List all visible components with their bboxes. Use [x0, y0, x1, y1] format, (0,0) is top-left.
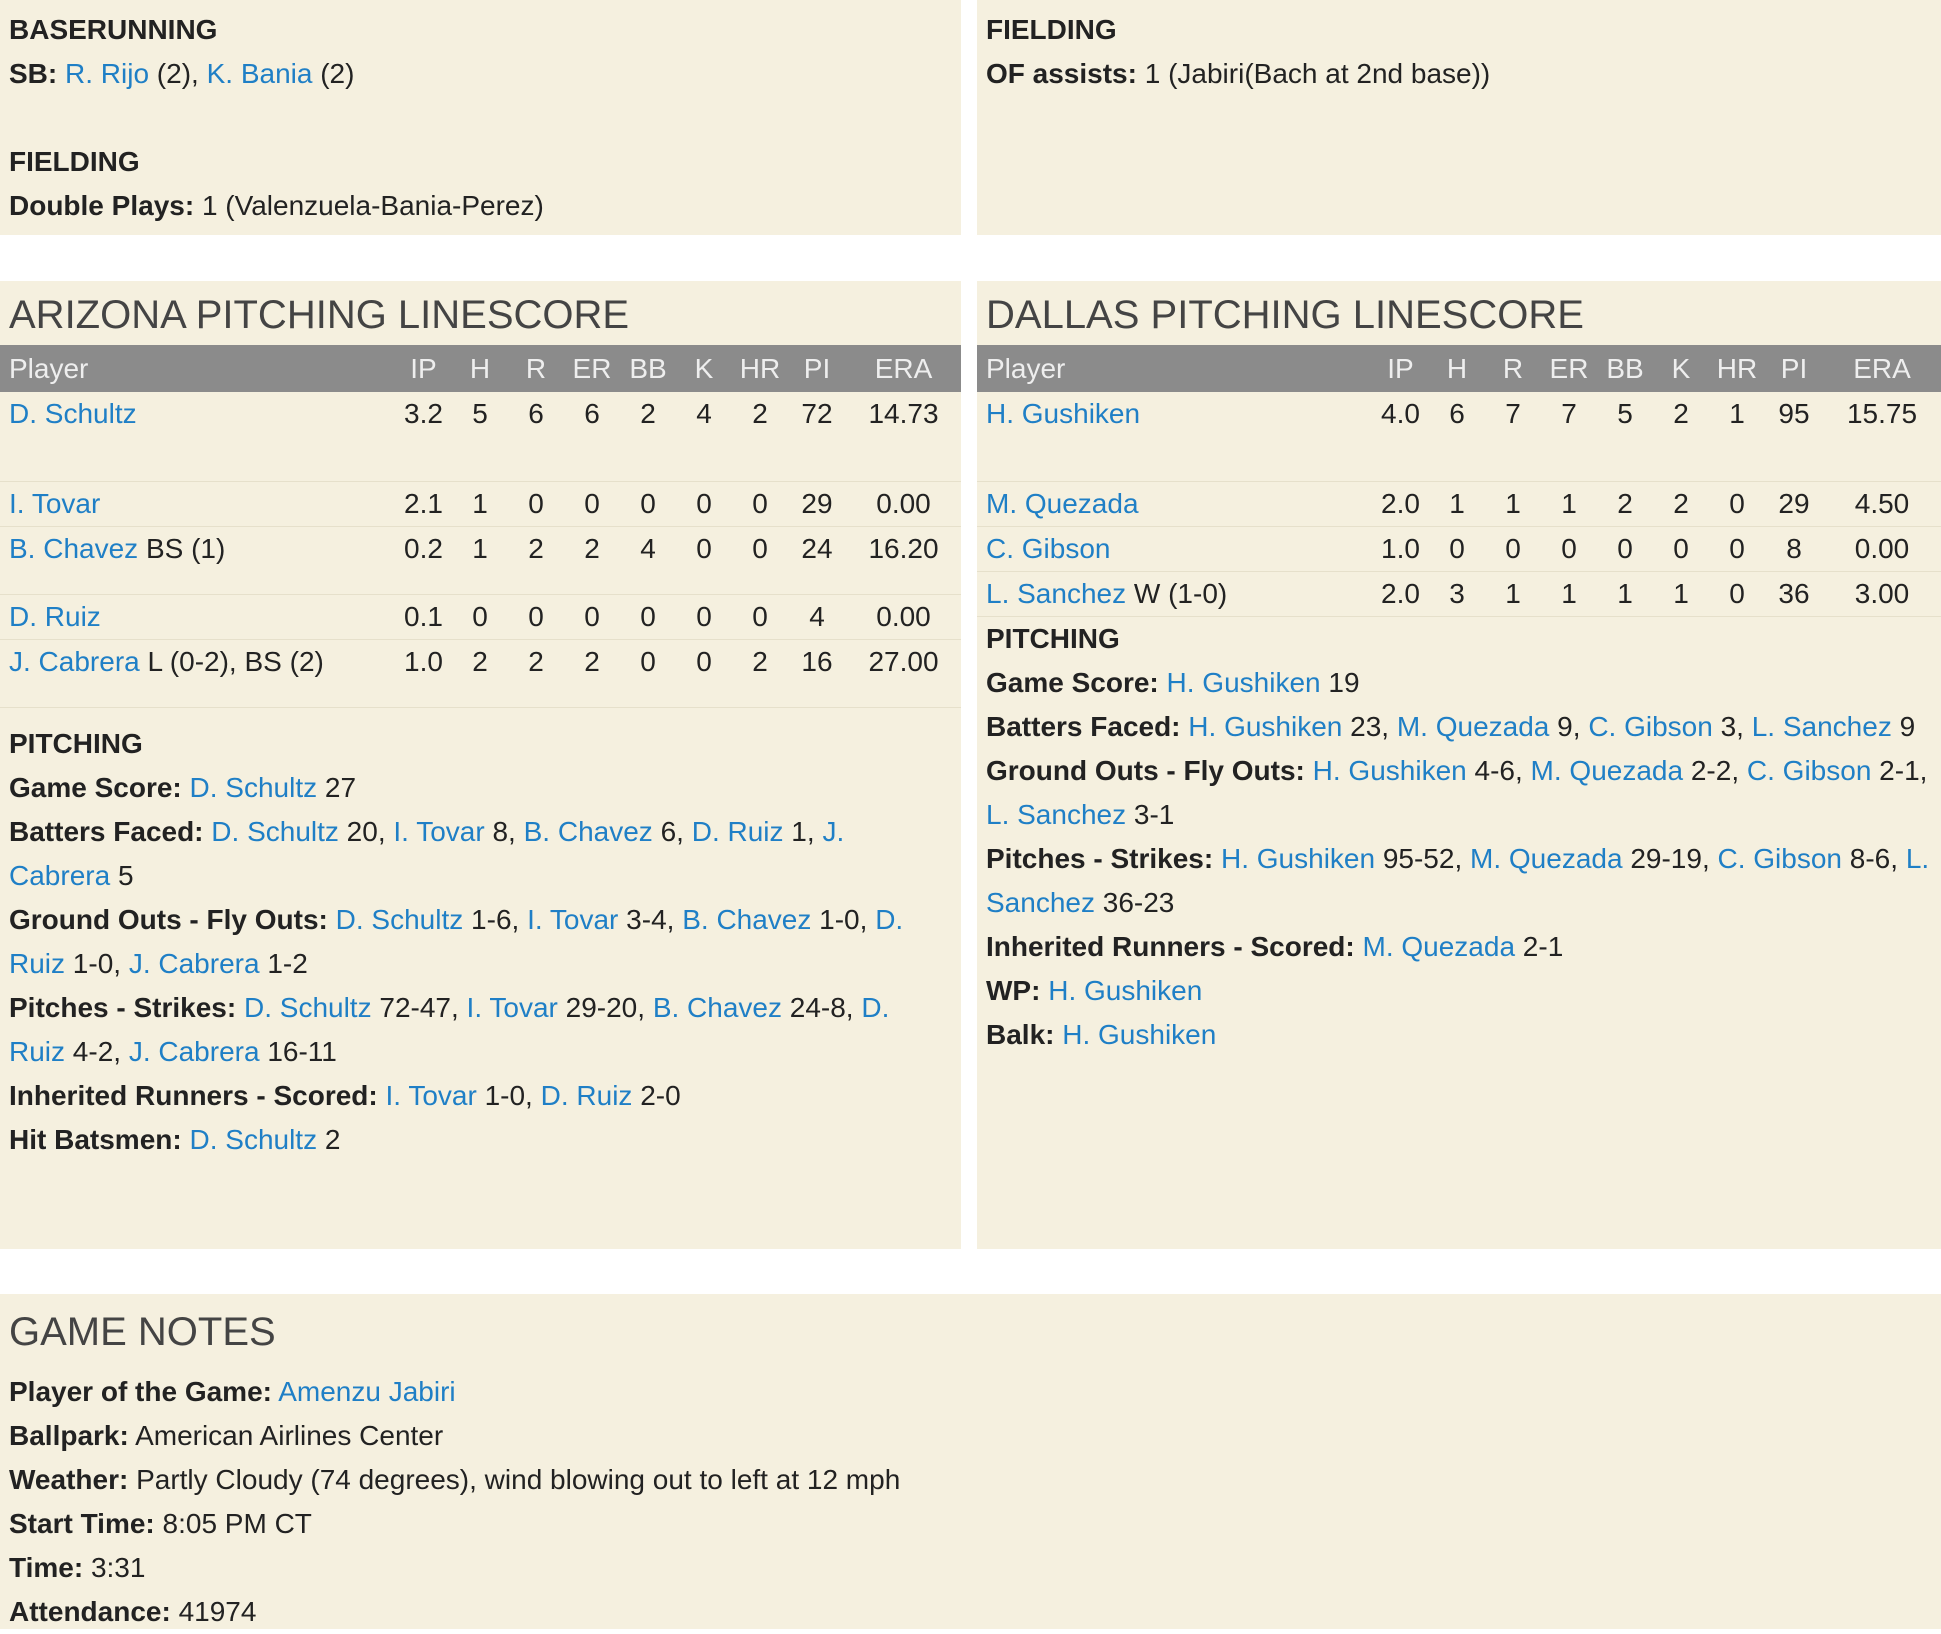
player-of-the-game-line: Player of the Game: Amenzu Jabiri	[9, 1376, 456, 1407]
balk-line: Balk: H. Gushiken	[986, 1019, 1217, 1050]
game-notes-panel	[0, 1294, 1941, 1629]
pitches-strikes-line: Pitches - Strikes: D. Schultz 72-47, I. Tovar 29-20, B. Chavez 24-8, D. Ruiz 4-2, J. Cabrera 16-11	[9, 992, 890, 1067]
fielding-header: FIELDING	[9, 146, 140, 177]
player-link[interactable]: J. Cabrera	[9, 816, 845, 891]
start-time-line: Start Time: 8:05 PM CT	[9, 1508, 312, 1539]
column-header[interactable]: R	[1502, 352, 1524, 384]
column-header[interactable]: Player	[9, 352, 89, 384]
player-link[interactable]: D. Ruiz	[540, 1080, 633, 1111]
player-link[interactable]: B. Chavez	[682, 904, 812, 935]
player-link[interactable]: C. Gibson	[1717, 843, 1842, 874]
column-header[interactable]: IP	[1387, 352, 1414, 384]
game-time-line: Time: 3:31	[9, 1552, 146, 1583]
player-link[interactable]: M. Quezada	[1530, 755, 1684, 786]
table-row: D. Ruiz 0.1 0 0 0 0 0 0 4 0.00	[0, 595, 961, 640]
column-header[interactable]: IP	[410, 352, 437, 384]
batters-faced-line: Batters Faced: H. Gushiken 23, M. Quezada 9, C. Gibson 3, L. Sanchez 9	[986, 711, 1916, 742]
player-link[interactable]: D. Schultz	[243, 992, 372, 1023]
player-link[interactable]: R. Rijo	[65, 58, 150, 89]
column-header[interactable]: ER	[572, 352, 612, 384]
player-link[interactable]: D. Ruiz	[9, 601, 101, 632]
player-link[interactable]: L. Sanchez	[986, 843, 1930, 918]
batters-faced-line: Batters Faced: D. Schultz 20, I. Tovar 8, B. Chavez 6, D. Ruiz 1, J. Cabrera 5	[9, 816, 845, 891]
player-link[interactable]: D. Schultz	[9, 398, 137, 429]
arizona-pitching-panel	[0, 281, 961, 1249]
player-link[interactable]: H. Gushiken	[1312, 755, 1467, 786]
table-header-row	[0, 345, 961, 392]
ground-fly-outs-line: Ground Outs - Fly Outs: H. Gushiken 4-6, M. Quezada 2-2, C. Gibson 2-1, L. Sanchez 3-1	[986, 755, 1928, 830]
player-link[interactable]: M. Quezada	[986, 488, 1139, 519]
section-title: DALLAS PITCHING LINESCORE	[986, 293, 1584, 337]
player-link[interactable]: H. Gushiken	[1220, 843, 1376, 874]
column-header[interactable]: HR	[739, 352, 781, 384]
game-notes-body	[0, 1370, 1941, 1634]
pitches-strikes-line: Pitches - Strikes: H. Gushiken 95-52, M. Quezada 29-19, C. Gibson 8-6, L. Sanchez 36-23	[986, 843, 1930, 918]
player-link[interactable]: D. Ruiz	[9, 904, 904, 979]
pitching-header: PITCHING	[9, 728, 143, 759]
of-assists-label: OF assists:	[986, 58, 1137, 89]
player-link[interactable]: H. Gushiken	[986, 398, 1141, 429]
baserunning-header: BASERUNNING	[9, 14, 218, 45]
column-header[interactable]: H	[469, 352, 491, 384]
player-link[interactable]: B. Chavez	[523, 816, 653, 847]
player-link[interactable]: I. Tovar	[9, 488, 101, 519]
player-link[interactable]: D. Ruiz	[9, 992, 890, 1067]
player-link[interactable]: I. Tovar	[527, 904, 619, 935]
ground-fly-outs-line: Ground Outs - Fly Outs: D. Schultz 1-6, I. Tovar 3-4, B. Chavez 1-0, D. Ruiz 1-0, J. Cabrera 1-2	[9, 904, 904, 979]
player-link[interactable]: I. Tovar	[393, 816, 485, 847]
player-link[interactable]: M. Quezada	[1396, 711, 1550, 742]
column-header[interactable]: ER	[1549, 352, 1589, 384]
column-header[interactable]: K	[694, 352, 714, 384]
player-link[interactable]: M. Quezada	[1362, 931, 1516, 962]
dp-label: Double Plays:	[9, 190, 195, 221]
player-link[interactable]: K. Bania	[206, 58, 313, 89]
player-link[interactable]: H. Gushiken	[1062, 1019, 1217, 1050]
table-row: J. Cabrera L (0-2), BS (2) 1.0 2 2 2 0 0 2 16 27.00	[0, 640, 961, 708]
table-row: B. Chavez BS (1) 0.2 1 2 2 4 0 0 24 16.20	[0, 527, 961, 595]
player-link[interactable]: C. Gibson	[1588, 711, 1713, 742]
stolen-bases-line: SB: R. Rijo (2), K. Bania (2)	[9, 58, 355, 89]
player-link[interactable]: H. Gushiken	[1188, 711, 1343, 742]
table-row: M. Quezada 2.0 1 1 1 2 2 0 29 4.50	[977, 482, 1941, 527]
inherited-runners-line: Inherited Runners - Scored: I. Tovar 1-0, D. Ruiz 2-0	[9, 1080, 681, 1111]
column-header[interactable]: H	[1446, 352, 1468, 384]
player-link[interactable]: J. Cabrera	[128, 948, 260, 979]
table-row: C. Gibson 1.0 0 0 0 0 0 0 8 0.00	[977, 527, 1941, 572]
player-link[interactable]: J. Cabrera	[128, 1036, 260, 1067]
column-header[interactable]: BB	[629, 352, 667, 384]
column-header[interactable]: R	[525, 352, 547, 384]
player-link[interactable]: D. Schultz	[189, 1124, 318, 1155]
player-link[interactable]: C. Gibson	[986, 533, 1111, 564]
player-link[interactable]: C. Gibson	[1746, 755, 1872, 786]
table-row: I. Tovar 2.1 1 0 0 0 0 0 29 0.00	[0, 482, 961, 527]
player-link[interactable]: M. Quezada	[1470, 843, 1623, 874]
wild-pitch-line: WP: H. Gushiken	[986, 975, 1203, 1006]
player-link[interactable]: B. Chavez	[652, 992, 782, 1023]
section-title: ARIZONA PITCHING LINESCORE	[9, 293, 630, 337]
table-row: L. Sanchez W (1-0) 2.0 3 1 1 1 1 0 36 3.00	[977, 572, 1941, 617]
game-score-line: Game Score: H. Gushiken 19	[986, 667, 1360, 698]
player-link[interactable]: I. Tovar	[385, 1080, 477, 1111]
table-row: D. Schultz 3.2 5 6 6 2 4 2 72 14.73	[0, 392, 961, 482]
dallas-pitching-details	[977, 617, 1941, 1057]
attendance-line: Attendance: 41974	[9, 1596, 257, 1627]
column-header[interactable]: ERA	[1853, 352, 1911, 384]
dallas-pitching-panel	[977, 281, 1941, 1249]
baserunning-fielding-panel-arizona	[0, 0, 961, 235]
pitching-header: PITCHING	[986, 623, 1120, 654]
column-header[interactable]: PI	[803, 352, 831, 384]
player-link[interactable]: I. Tovar	[466, 992, 558, 1023]
table-header-row	[977, 345, 1941, 392]
player-link[interactable]: L. Sanchez	[986, 578, 1127, 609]
column-header[interactable]: BB	[1606, 352, 1644, 384]
player-link[interactable]: J. Cabrera	[9, 646, 140, 677]
of-assists-line: OF assists: 1 (Jabiri(Bach at 2nd base))	[986, 58, 1491, 89]
weather-line: Weather: Partly Cloudy (74 degrees), wind blowing out to left at 12 mph	[9, 1464, 901, 1495]
fielding-panel-dallas	[977, 0, 1941, 235]
game-score-line: Game Score: D. Schultz 27	[9, 772, 357, 803]
player-link[interactable]: Amenzu Jabiri	[278, 1376, 456, 1407]
inherited-runners-line: Inherited Runners - Scored: M. Quezada 2-1	[986, 931, 1564, 962]
column-header[interactable]: PI	[1780, 352, 1808, 384]
sb-label: SB:	[9, 58, 58, 89]
arizona-pitching-details	[0, 722, 961, 1162]
player-link[interactable]: D. Ruiz	[691, 816, 784, 847]
column-header[interactable]: Player	[986, 352, 1066, 384]
column-header[interactable]: HR	[1716, 352, 1758, 384]
pitching-linescore-table	[977, 345, 1941, 617]
ballpark-line: Ballpark: American Airlines Center	[9, 1420, 444, 1451]
player-link[interactable]: D. Schultz	[189, 772, 318, 803]
player-link[interactable]: H. Gushiken	[1048, 975, 1203, 1006]
player-link[interactable]: L. Sanchez	[986, 799, 1127, 830]
column-header[interactable]: K	[1671, 352, 1691, 384]
double-plays-line: Double Plays: 1 (Valenzuela-Bania-Perez)	[9, 190, 544, 221]
hit-batsmen-line: Hit Batsmen: D. Schultz 2	[9, 1124, 341, 1155]
section-title: GAME NOTES	[9, 1310, 276, 1354]
pitching-linescore-table	[0, 345, 961, 708]
player-link[interactable]: B. Chavez	[9, 533, 139, 564]
fielding-header: FIELDING	[986, 14, 1117, 45]
player-link[interactable]: D. Schultz	[211, 816, 339, 847]
table-row: H. Gushiken 4.0 6 7 7 5 2 1 95 15.75	[977, 392, 1941, 482]
player-link[interactable]: D. Schultz	[335, 904, 464, 935]
player-link[interactable]: L. Sanchez	[1751, 711, 1892, 742]
player-link[interactable]: H. Gushiken	[1166, 667, 1321, 698]
column-header[interactable]: ERA	[874, 352, 933, 384]
